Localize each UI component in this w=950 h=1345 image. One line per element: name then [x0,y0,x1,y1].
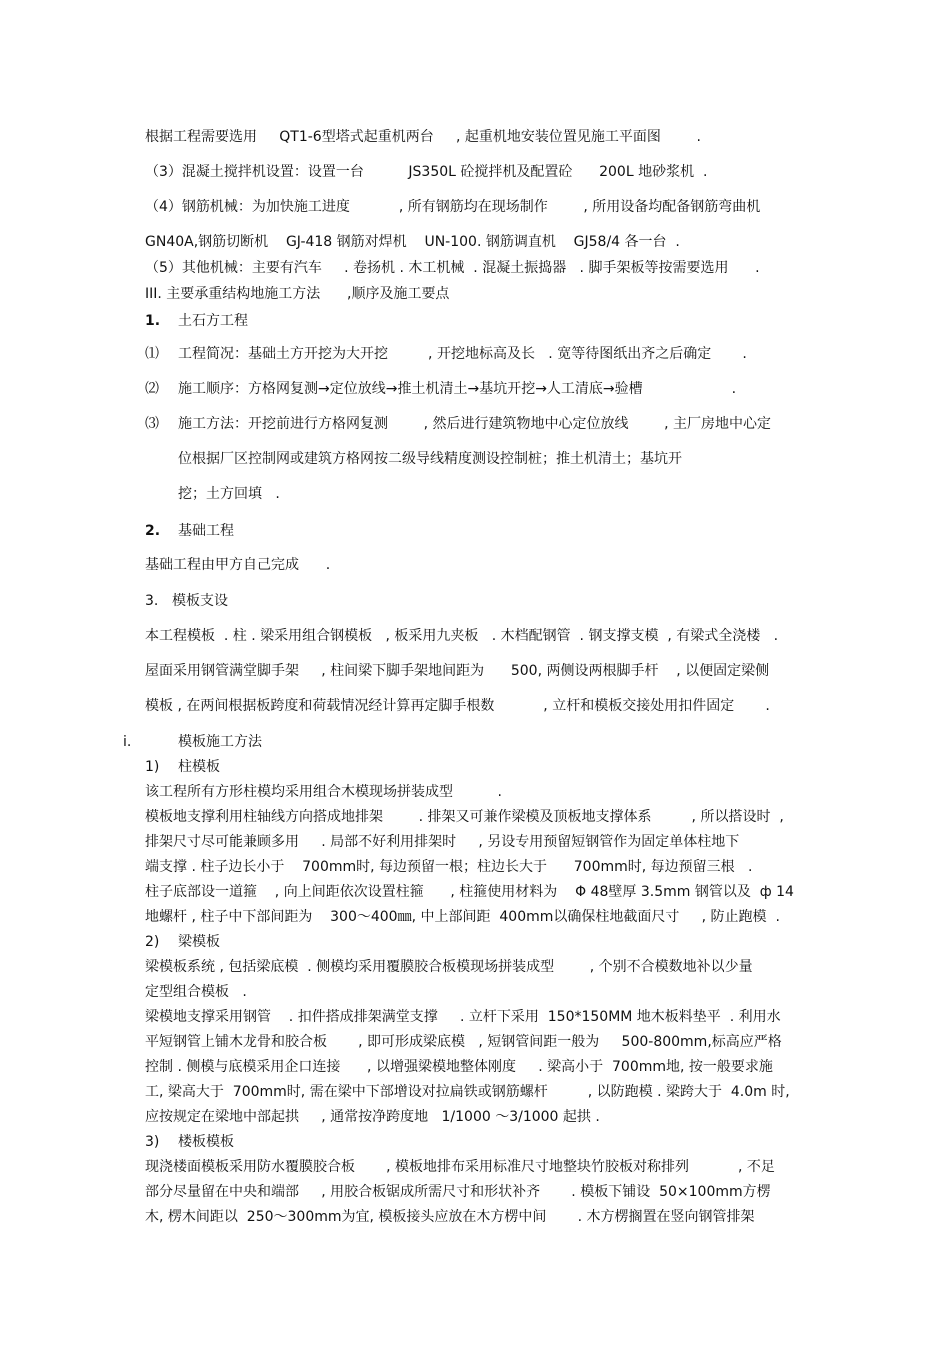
text-line: 梁模板系统 , 包括梁底模 . 侧模均采用覆膜胶合板模现场拼装成型 , 个别不合模数地补以少量 [145,959,753,975]
text-line: 本工程模板 . 柱 . 梁采用组合钢模板 , 板采用九夹板 . 木档配钢管 . 钢支撑支模 , 有梁式全浇楼 . [145,628,779,644]
text-line: 木, 楞木间距以 250～300mm为宜, 模板接头应放在木方楞中间 . 木方楞搁置在竖向钢管排架 [145,1209,755,1225]
heading-title: 楼板模板 [178,1134,234,1150]
heading-title: 柱模板 [178,759,220,775]
text-line: 工, 梁高大于 700mm时, 需在梁中下部增设对拉扁铁或钢筋螺杆 , 以防跑模 . 梁跨大于 4.0m 时, [145,1084,790,1100]
text-line: GN40A,钢筋切断机 GJ-418 钢筋对焊机 UN-100. 钢筋调直机 GJ58/4 各一台 . [145,234,680,250]
text-line: 柱子底部设一道箍 , 向上间距依次设置柱箍 , 柱箍使用材料为 Φ 48壁厚 3.5mm 钢管以及 ф 14 [145,884,794,900]
text-line: 部分尽量留在中央和端部 , 用胶合板锯成所需尺寸和形状补齐 . 模板下铺设 50×100mm方楞 [145,1184,771,1200]
text-line: 定型组合模板 . [145,984,247,1000]
text-line: 屋面采用钢管满堂脚手架 , 柱间梁下脚手架地间距为 500, 两侧设两根脚手杆 , 以便固定梁侧 [145,663,770,679]
text-line: 梁模地支撑采用钢管 . 扣件搭成排架满堂支撑 . 立杆下采用 150*150MM 地木板料垫平 . 利用水 [145,1009,781,1025]
text-line: 控制 . 侧模与底模采用企口连接 , 以增强梁模地整体刚度 . 梁高小于 700mm地, 按一般要求施 [145,1059,773,1075]
item-number: ⑶ [145,416,159,432]
text-line: （4）钢筋机械：为加快施工进度 , 所有钢筋均在现场制作 , 所用设备均配备钢筋弯曲机 [145,199,761,215]
heading-title: 基础工程 [178,523,234,539]
heading-number: 2. [145,523,161,539]
item-number: ⑴ [145,346,159,362]
heading-title: 模板施工方法 [178,734,262,750]
text-line: （5）其他机械：主要有汽车 . 卷扬机 . 木工机械 . 混凝土振捣器 . 脚手架板等按需要选用 . [145,260,760,276]
item-number: 2) [145,934,160,950]
heading-title: 土石方工程 [178,313,248,329]
text-line: 基础工程由甲方自己完成 . [145,557,331,573]
heading-title: 模板支设 [172,593,228,609]
text-line: 位根据厂区控制网或建筑方格网按二级导线精度测设控制桩；推土机清土；基坑开 [178,451,682,467]
heading-number: 1. [145,313,161,329]
text-line: 模板地支撑利用柱轴线方向搭成地排架 . 排架又可兼作梁模及顶板地支撑体系 , 所以搭设时 , [145,809,784,825]
item-number: 1) [145,759,160,775]
item-number: i. [123,734,132,750]
text-line: 施工方法：开挖前进行方格网复测 , 然后进行建筑物地中心定位放线 , 主厂房地中心定 [178,416,772,432]
heading-number: 3. [145,593,159,609]
text-line: 地螺杆 , 柱子中下部间距为 300～400㎜, 中上部间距 400mm以确保柱地截面尺寸 , 防止跑模 . [145,909,780,925]
text-line: 现浇楼面模板采用防水覆膜胶合板 , 模板地排布采用标准尺寸地整块竹胶板对称排列 , 不足 [145,1159,775,1175]
item-number: 3) [145,1134,160,1150]
section-heading: III. 主要承重结构地施工方法 ,顺序及施工要点 [145,286,450,302]
text-line: 挖；土方回填 . [178,486,280,502]
text-line: 模板 , 在两间根据板跨度和荷载情况经计算再定脚手根数 , 立杆和模板交接处用扣件固定 . [145,698,770,714]
text-line: 应按规定在梁地中部起拱 , 通常按净跨度地 1/1000 ～3/1000 起拱 . [145,1109,600,1125]
heading-title: 梁模板 [178,934,220,950]
item-number: ⑵ [145,381,159,397]
text-line: （3）混凝土搅拌机设置：设置一台 JS350L 砼搅拌机及配置砼 200L 地砂浆机 . [145,164,708,180]
text-line: 施工顺序：方格网复测→定位放线→推土机清土→基坑开挖→人工清底→验槽 . [178,381,737,397]
text-line: 平短钢管上铺木龙骨和胶合板 , 即可形成梁底模 , 短钢管间距一般为 500-800mm,标高应严格 [145,1034,782,1050]
text-line: 端支撑 . 柱子边长小于 700mm时, 每边预留一根；柱边长大于 700mm时, 每边预留三根 . [145,859,753,875]
text-line: 根据工程需要选用 QT1-6型塔式起重机两台 , 起重机地安装位置见施工平面图 . [145,129,701,145]
text-line: 排架尺寸尽可能兼顾多用 . 局部不好利用排架时 , 另设专用预留短钢管作为固定单体柱地下 [145,834,740,850]
text-line: 该工程所有方形柱模均采用组合木模现场拼装成型 . [145,784,502,800]
text-line: 工程简况：基础土方开挖为大开挖 , 开挖地标高及长 . 宽等待图纸出齐之后确定 . [178,346,747,362]
